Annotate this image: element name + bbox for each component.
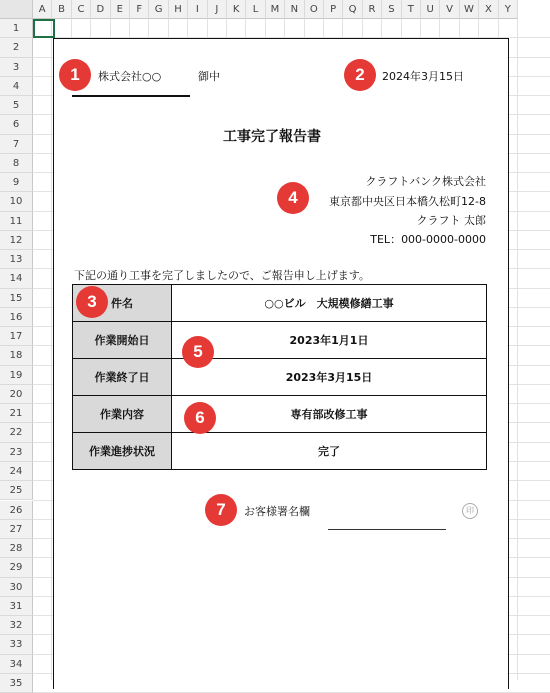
active-cell-a1[interactable] — [33, 19, 55, 38]
row-header[interactable]: 9 — [0, 173, 33, 192]
row-header[interactable]: 35 — [0, 674, 33, 693]
callout-badge-4: 4 — [277, 182, 309, 214]
intro-text: 下記の通り工事を完了しましたので、ご報告申し上げます。 — [74, 269, 370, 282]
row-label: 件名 — [73, 285, 172, 322]
company-address: 東京都中央区日本橋久松町12-8 — [329, 195, 486, 208]
row-header[interactable]: 1 — [0, 19, 33, 38]
column-header[interactable]: K — [227, 0, 246, 19]
row-header[interactable]: 5 — [0, 96, 33, 115]
column-header[interactable]: C — [72, 0, 91, 19]
column-header[interactable]: R — [363, 0, 382, 19]
row-label: 作業終了日 — [73, 359, 172, 396]
column-header[interactable]: L — [246, 0, 265, 19]
column-header[interactable]: T — [402, 0, 421, 19]
row-header[interactable]: 12 — [0, 231, 33, 250]
row-label: 作業内容 — [73, 396, 172, 433]
row-header[interactable]: 23 — [0, 443, 33, 462]
table-row — [73, 433, 487, 470]
row-header[interactable]: 14 — [0, 269, 33, 288]
callout-badge-7: 7 — [205, 494, 237, 526]
row-header[interactable]: 15 — [0, 289, 33, 308]
column-header[interactable]: O — [305, 0, 324, 19]
column-header[interactable]: U — [421, 0, 440, 19]
row-header[interactable]: 11 — [0, 212, 33, 231]
row-header[interactable]: 28 — [0, 539, 33, 558]
column-header[interactable]: M — [266, 0, 285, 19]
honorific: 御中 — [198, 70, 220, 83]
row-header[interactable]: 20 — [0, 385, 33, 404]
column-header[interactable]: D — [91, 0, 110, 19]
row-value[interactable]: 2023年3月15日 — [172, 359, 487, 396]
column-header[interactable]: W — [460, 0, 479, 19]
grid-column-line — [517, 19, 518, 680]
report-date: 2024年3月15日 — [382, 70, 464, 83]
column-header[interactable]: S — [382, 0, 401, 19]
row-header[interactable]: 34 — [0, 655, 33, 674]
signature-label: お客様署名欄 — [244, 505, 310, 518]
callout-badge-3: 3 — [76, 286, 108, 318]
column-header[interactable]: N — [285, 0, 304, 19]
row-header[interactable]: 29 — [0, 558, 33, 577]
row-header[interactable]: 6 — [0, 115, 33, 134]
row-value[interactable]: ○○ビル 大規模修繕工事 — [172, 285, 487, 322]
seal-icon: 印 — [462, 503, 478, 519]
row-header[interactable]: 24 — [0, 462, 33, 481]
row-header[interactable]: 25 — [0, 481, 33, 500]
row-label: 作業進捗状況 — [73, 433, 172, 470]
row-header[interactable]: 3 — [0, 58, 33, 77]
callout-badge-5: 5 — [182, 336, 214, 368]
row-header[interactable]: 13 — [0, 250, 33, 269]
row-value[interactable]: 2023年1月1日 — [172, 322, 487, 359]
column-header[interactable]: X — [479, 0, 498, 19]
row-header[interactable]: 16 — [0, 308, 33, 327]
recipient-name: 株式会社○○ — [98, 70, 162, 83]
contact-person: クラフト 太郎 — [416, 214, 486, 227]
column-header[interactable]: B — [52, 0, 71, 19]
column-header[interactable]: P — [324, 0, 343, 19]
row-header[interactable]: 2 — [0, 38, 33, 57]
column-header[interactable]: I — [188, 0, 207, 19]
column-header[interactable]: E — [111, 0, 130, 19]
row-header[interactable]: 7 — [0, 135, 33, 154]
company-name: クラフトバンク株式会社 — [365, 175, 486, 188]
company-tel: TEL：000-0000-0000 — [370, 233, 486, 246]
row-header[interactable]: 4 — [0, 77, 33, 96]
row-label: 作業開始日 — [73, 322, 172, 359]
table-row — [73, 396, 487, 433]
table-row — [73, 359, 487, 396]
row-header[interactable]: 30 — [0, 578, 33, 597]
column-header[interactable]: F — [130, 0, 149, 19]
callout-badge-2: 2 — [344, 59, 376, 91]
row-header[interactable]: 26 — [0, 501, 33, 520]
row-header[interactable]: 19 — [0, 366, 33, 385]
table-row — [73, 285, 487, 322]
row-header[interactable]: 32 — [0, 616, 33, 635]
row-header[interactable]: 27 — [0, 520, 33, 539]
select-all-corner[interactable] — [0, 0, 33, 19]
report-title: 工事完了報告書 — [223, 129, 321, 145]
report-table — [72, 284, 487, 470]
column-header[interactable]: H — [169, 0, 188, 19]
recipient-underline — [72, 95, 190, 97]
callout-badge-6: 6 — [184, 402, 216, 434]
column-header[interactable]: V — [440, 0, 459, 19]
row-header[interactable]: 22 — [0, 423, 33, 442]
row-header[interactable]: 21 — [0, 404, 33, 423]
row-value[interactable]: 完了 — [172, 433, 487, 470]
row-header[interactable]: 33 — [0, 635, 33, 654]
column-header[interactable]: G — [149, 0, 168, 19]
callout-badge-1: 1 — [59, 59, 91, 91]
row-header[interactable]: 18 — [0, 346, 33, 365]
column-header[interactable]: Y — [499, 0, 518, 19]
row-header[interactable]: 8 — [0, 154, 33, 173]
signature-line — [328, 529, 446, 530]
row-value[interactable]: 専有部改修工事 — [172, 396, 487, 433]
row-header[interactable]: 10 — [0, 192, 33, 211]
table-row — [73, 322, 487, 359]
column-header[interactable]: A — [33, 0, 52, 19]
row-header[interactable]: 31 — [0, 597, 33, 616]
column-header[interactable]: Q — [343, 0, 362, 19]
row-header[interactable]: 17 — [0, 327, 33, 346]
column-header[interactable]: J — [208, 0, 227, 19]
